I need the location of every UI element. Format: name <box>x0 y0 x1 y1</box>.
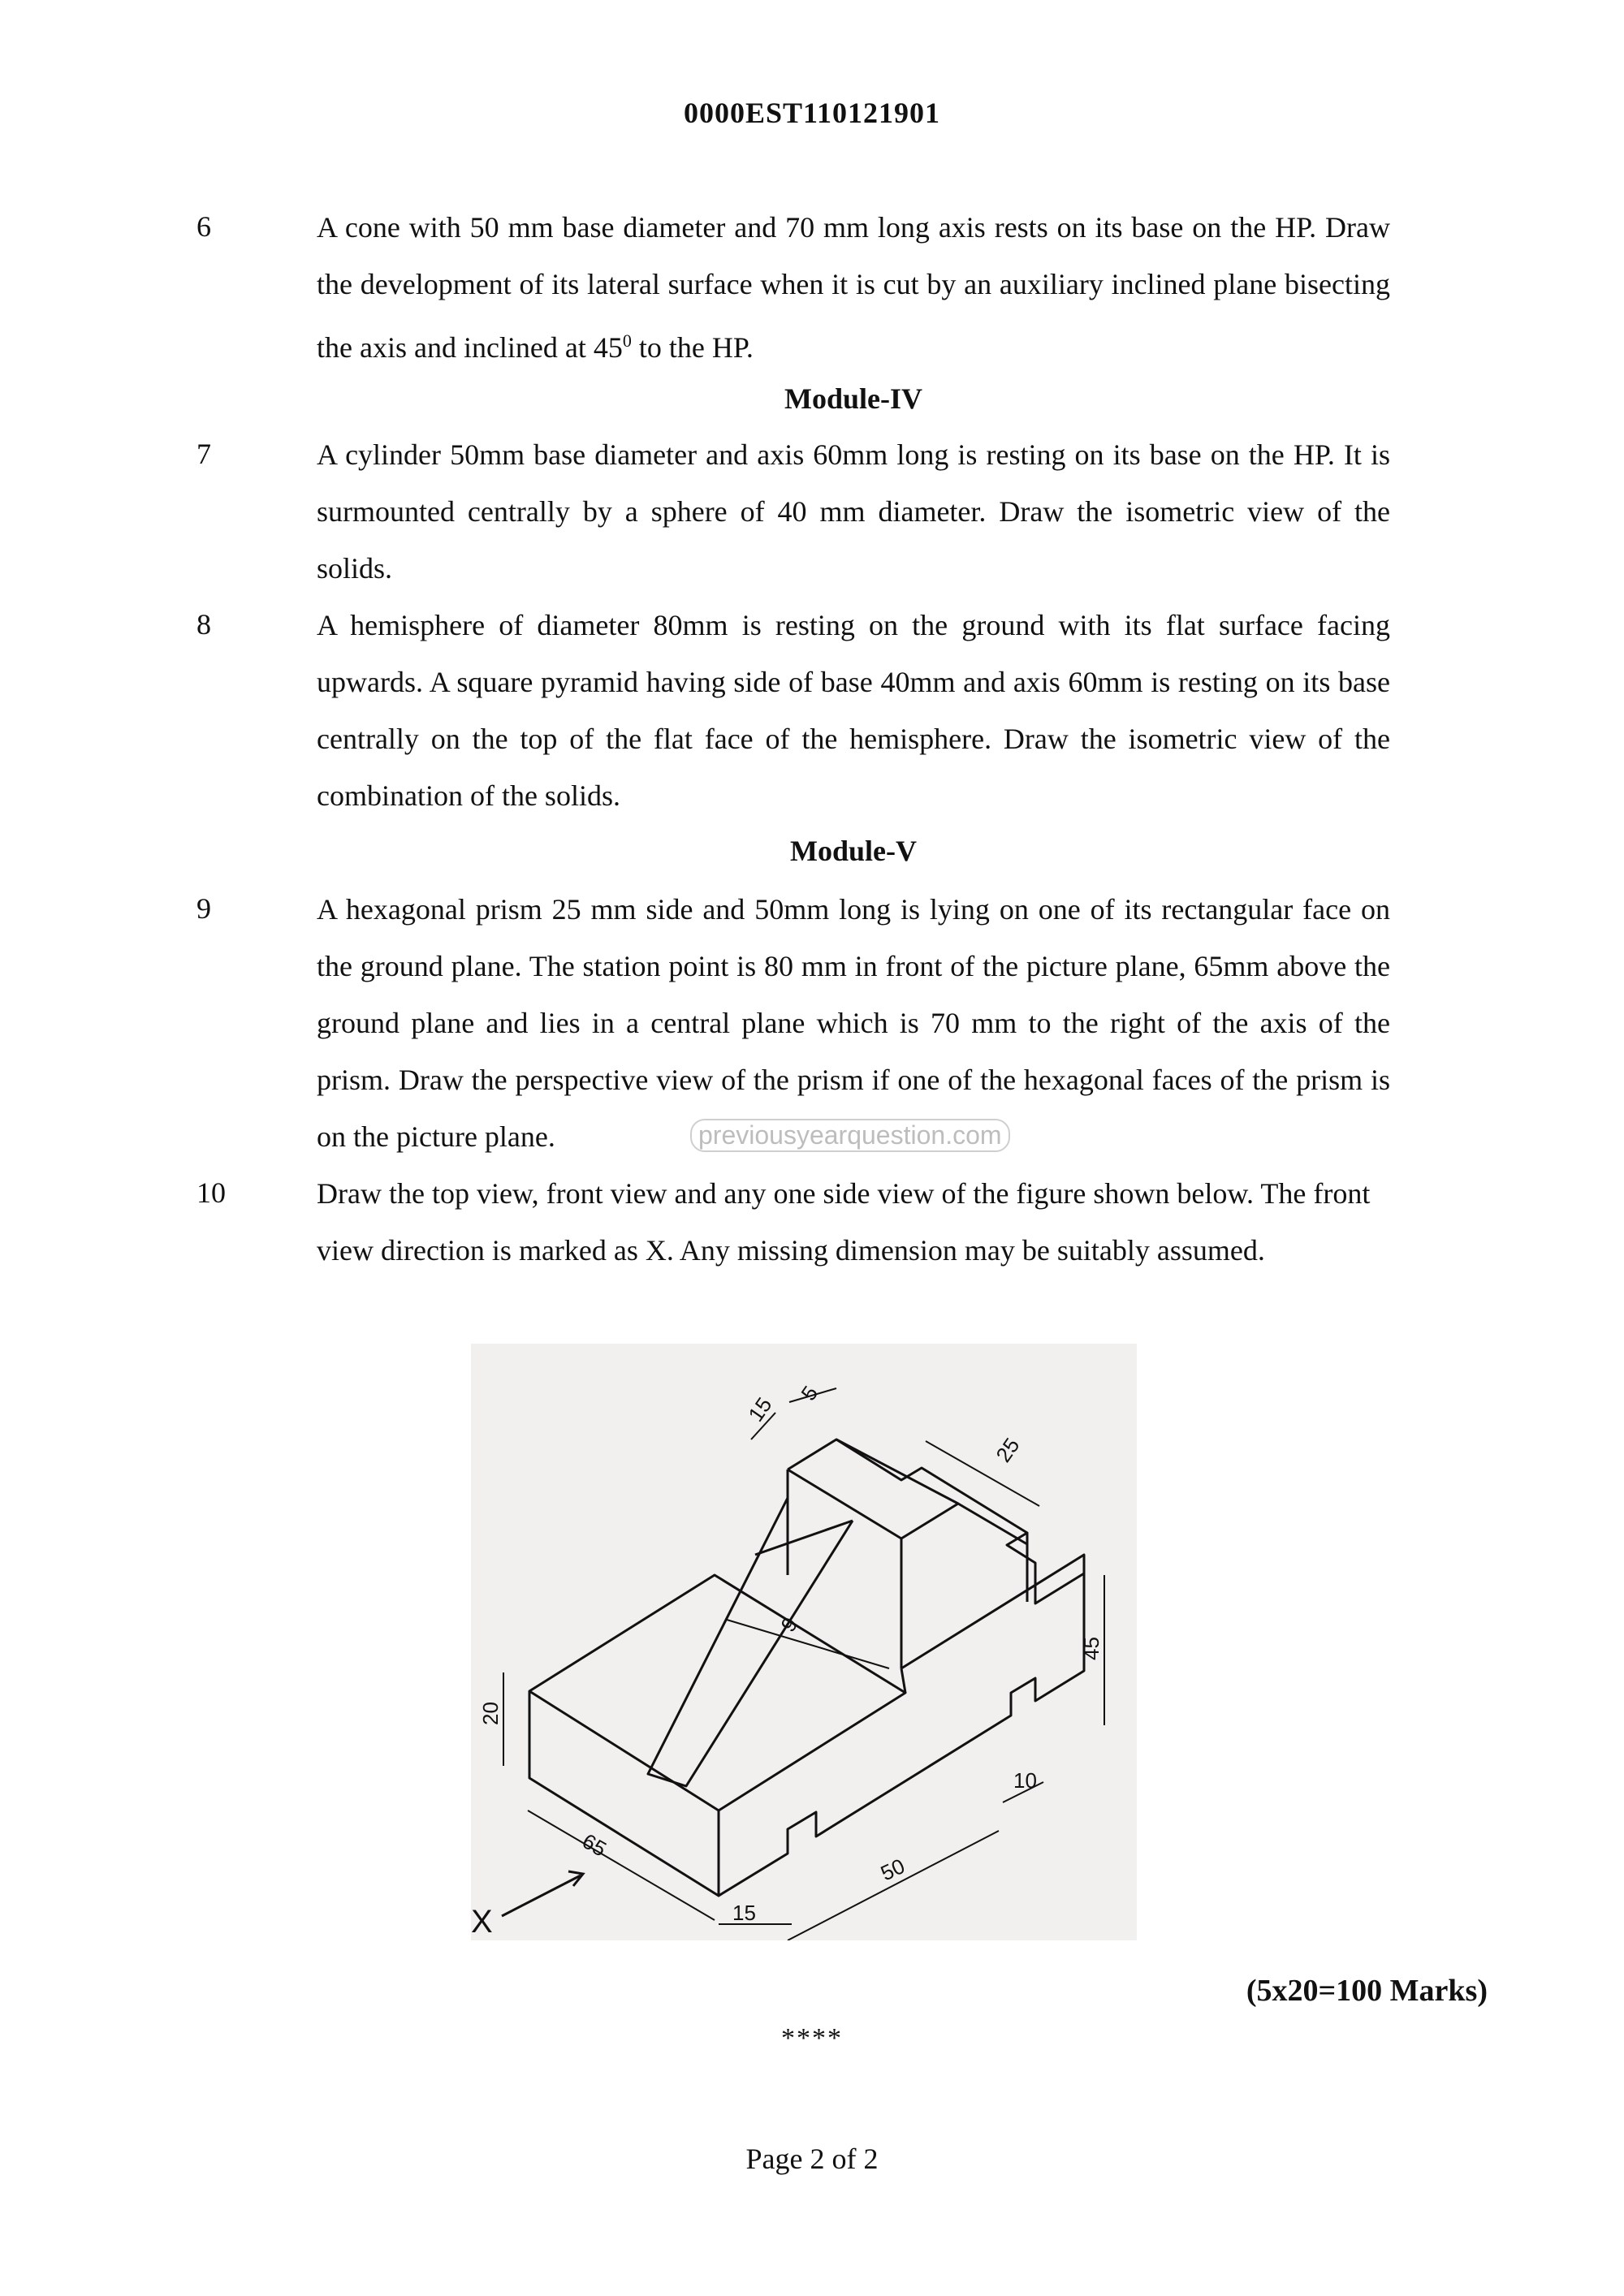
dim-15-bottom: 15 <box>732 1901 756 1925</box>
dim-5: 5 <box>796 1381 823 1405</box>
dim-9: 9 <box>775 1612 803 1637</box>
question-text-8: A hemisphere of diameter 80mm is resting on the ground with its flat surface facing upwards. A square pyramid having side of base 40mm and axis 60mm is resting on its base centrally on the top of the flat face of the hemisphere. Draw the isometric view of the combination of the solids. <box>317 609 1390 812</box>
dim-25: 25 <box>991 1433 1025 1467</box>
question-number-9: 9 <box>197 892 211 925</box>
degree-superscript: 0 <box>622 330 632 351</box>
question-number-10: 10 <box>197 1176 226 1209</box>
question-number-6: 6 <box>197 210 211 243</box>
question-number-8: 8 <box>197 608 211 641</box>
dim-10: 10 <box>1013 1768 1037 1793</box>
direction-x-label: X <box>471 1904 493 1940</box>
dim-65: 65 <box>578 1828 611 1862</box>
dim-15-top: 15 <box>743 1392 777 1426</box>
total-marks: (5x20=100 Marks) <box>1246 1974 1488 2008</box>
isometric-figure <box>471 1344 1137 1940</box>
end-stars: **** <box>781 2023 843 2053</box>
question-text-10: Draw the top view, front view and any one side view of the figure shown below. The front view direction is marked as X. Any missing dimension may be suitably assumed. <box>317 1177 1371 1267</box>
module-heading-v: Module-V <box>790 835 917 867</box>
question-text-7: A cylinder 50mm base diameter and axis 60mm long is resting on its base on the HP. It is surmounted centrally by a sphere of 40 mm diameter. Draw the isometric view of the solids. <box>317 438 1390 585</box>
watermark-text: previousyearquestion.com <box>690 1119 1010 1152</box>
paper-code: 0000EST110121901 <box>683 97 941 129</box>
dim-45: 45 <box>1079 1637 1104 1660</box>
module-heading-iv: Module-IV <box>784 382 922 415</box>
dim-20: 20 <box>478 1702 503 1725</box>
dim-50: 50 <box>876 1854 909 1886</box>
page-number: Page 2 of 2 <box>745 2143 879 2175</box>
question-number-7: 7 <box>197 438 211 470</box>
isometric-drawing <box>471 1344 1137 1940</box>
question-text-6: A cone with 50 mm base diameter and 70 mm long axis rests on its base on the HP. Draw the development of its lateral surface when it is cut by an auxiliary inclined plane bisecting the axis and inclined at $45^0$ to the HP. <box>317 211 1390 364</box>
base-top-face <box>529 1575 905 1810</box>
question-text-9: A hexagonal prism 25 mm side and 50mm long is lying on one of its rectangular face on the ground plane. The station point is 80 mm in front of the picture plane, 65mm above the ground plane and lies in a central plane which is 70 mm to the right of the axis of the prism. Draw the perspective view of the prism if one of the hexagonal faces of the prism is on the picture plane. <box>317 893 1390 1153</box>
